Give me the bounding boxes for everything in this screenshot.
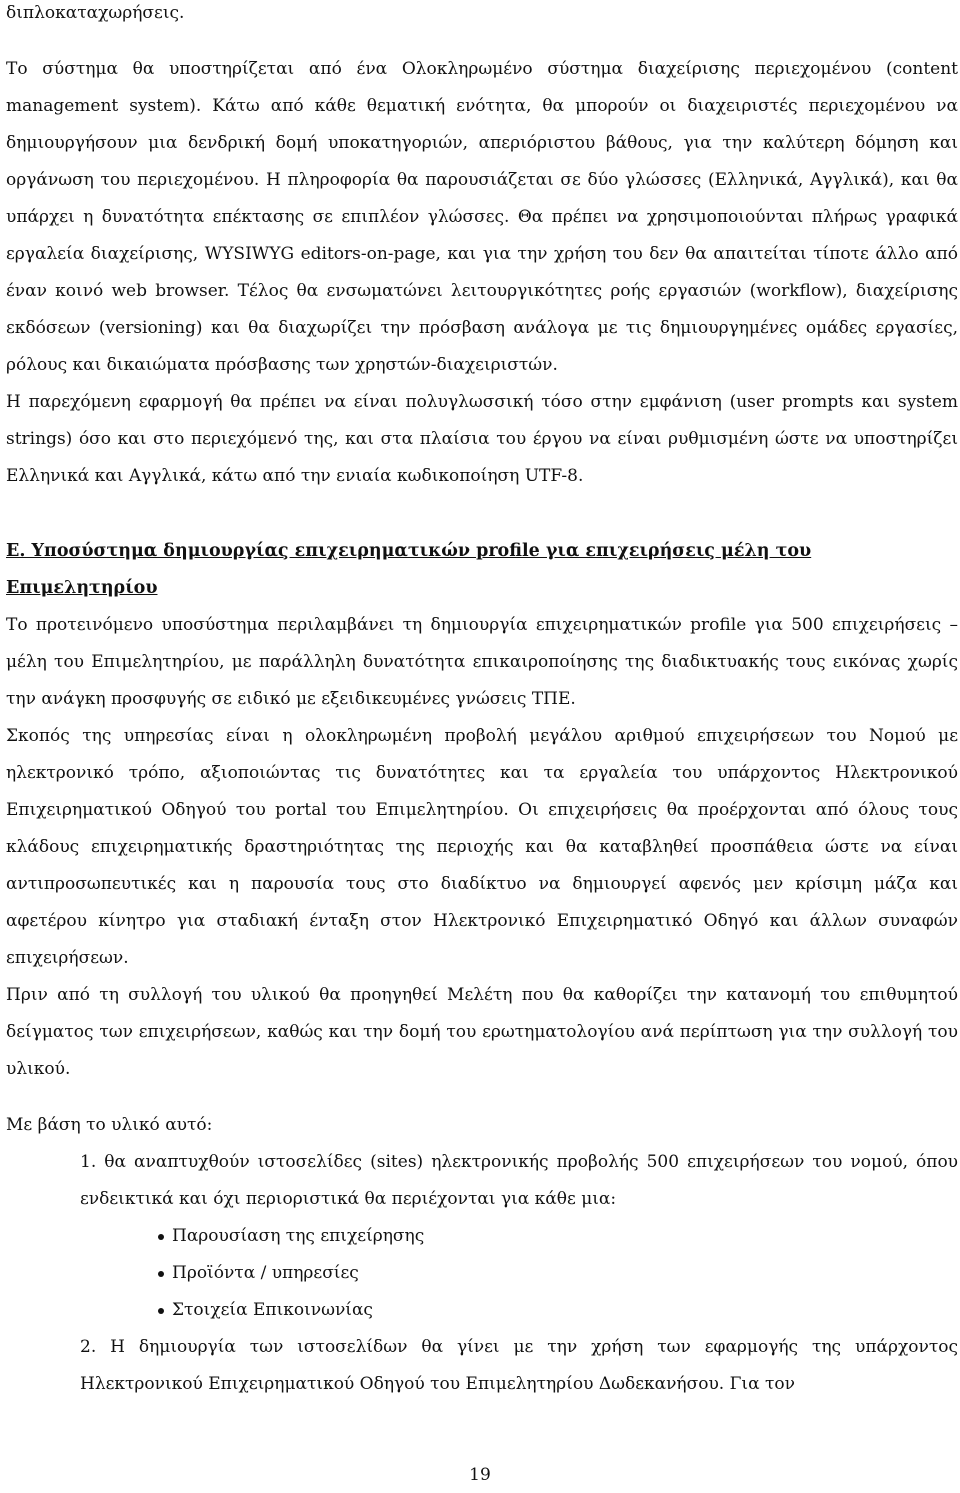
spacer <box>6 32 958 51</box>
list-item <box>6 1329 958 1403</box>
list-number: 2. <box>80 1337 97 1357</box>
top-fragment: διπλοκαταχωρήσεις. <box>6 3 185 23</box>
paragraph-purpose: Σκοπός της υπηρεσίας είναι η ολοκληρωμένη προβολή μεγάλου αριθμού επιχειρήσεων του Νομού με ηλεκτρονικό τρόπο, αξιοποιώντας τις δυνατότητες και τα εργαλεία του υπάρχοντος Ηλεκτρονικού Επιχειρηματικού Οδηγού του portal του Επιμελητηρίου. Οι επιχειρήσεις θα προέρχονται από όλους τους κλάδους επιχειρηματικής δραστηριότητας της περιοχής και θα καταβληθεί προσπάθεια ώστε να είναι αντιπροσωπευτικές και η παρουσία τους στο διαδίκτυο να δημιουργεί αφενός μεν κρίσιμη μάζα και αφετέρου κίνητρο για σταδιακή ένταξη στον Ηλεκτρονικό Επιχειρηματικό Οδηγό και άλλων συναφών επιχειρήσεων. <box>6 726 958 968</box>
spacer <box>6 1088 958 1107</box>
spacer <box>6 495 958 533</box>
list-text: θα αναπτυχθούν ιστοσελίδες (sites) ηλεκτρονικής προβολής 500 επιχειρήσεων του νομού, όπου ενδεικτικά και όχι περιοριστικά θα περιέχονται για κάθε μια: <box>80 1152 959 1209</box>
paragraph-subsystem: Το προτεινόμενο υποσύστημα περιλαμβάνει τη δημιουργία επιχειρηματικών profile για 500 επιχειρήσεις – μέλη του Επιμελητηρίου, με παράλληλη δυνατότητα επικαιροποίησης της διαδικτυακής τους εικόνας χωρίς την ανάγκη προσφυγής σε ειδικό με εξειδικευμένες γνώσεις ΤΠΕ. <box>6 615 958 709</box>
section-heading: Ε. Υποσύστημα δημιουργίας επιχειρηματικών profile για επιχειρήσεις μέλη του Επιμελητηρίου <box>6 541 812 598</box>
bullet-item: Προϊόντα / υπηρεσίες <box>158 1255 958 1292</box>
paragraph-basis: Με βάση το υλικό αυτό: <box>6 1115 213 1135</box>
bullet-item: Παρουσίαση της επιχείρησης <box>158 1218 958 1255</box>
page-number: 19 <box>469 1465 491 1485</box>
paragraph-study: Πριν από τη συλλογή του υλικού θα προηγηθεί Μελέτη που θα καθορίζει την κατανομή του επιθυμητού δείγματος των επιχειρήσεων, καθώς και την δομή του ερωτηματολογίου ανά περίπτωση για την συλλογή του υλικού. <box>6 985 958 1079</box>
list-item <box>6 1144 958 1218</box>
paragraph-multilingual: Η παρεχόμενη εφαρμογή θα πρέπει να είναι πολυγλωσσική τόσο στην εμφάνιση (user prompts και system strings) όσο και στο περιεχόμενό της, και στα πλαίσια του έργου να είναι ρυθμισμένη ώστε να υποστηρίζει Ελληνικά και Αγγλικά, κάτω από την ενιαία κωδικοποίηση UTF-8. <box>6 392 958 486</box>
numbered-list <box>6 1144 958 1403</box>
list-number: 1. <box>80 1152 97 1172</box>
list-text: Η δημιουργία των ιστοσελίδων θα γίνει με την χρήση των εφαρμογής της υπάρχοντος Ηλεκτρονικού Επιχειρηματικού Οδηγού του Επιμελητηρίου Δωδεκανήσου. Για τον <box>80 1337 958 1394</box>
bullet-item: Στοιχεία Επικοινωνίας <box>158 1292 958 1329</box>
document-page <box>6 0 958 1403</box>
bullet-list <box>6 1218 958 1329</box>
paragraph-cms: Το σύστημα θα υποστηρίζεται από ένα Ολοκληρωμένο σύστημα διαχείρισης περιεχομένου (content management system). Κάτω από κάθε θεματική ενότητα, θα μπορούν οι διαχειριστές περιεχομένου να δημιουργήσουν μια δενδρική δομή υποκατηγοριών, απεριόριστου βάθους, για την καλύτερη δόμηση και οργάνωση του περιεχομένου. Η πληροφορία θα παρουσιάζεται σε δύο γλώσσες (Ελληνικά, Αγγλικά), και θα υπάρχει η δυνατότητα επέκτασης σε επιπλέον γλώσσες. Θα πρέπει να χρησιμοποιούνται πλήρως γραφικά εργαλεία διαχείρισης, WYSIWYG editors-on-page, και για την χρήση του δεν θα απαιτείται τίποτε άλλο από έναν κοινό web browser. Τέλος θα ενσωματώνει λειτουργικότητες ροής εργασιών (workflow), διαχείρισης εκδόσεων (versioning) και θα διαχωρίζει την πρόσβαση ανάλογα με τις δημιουργημένες ομάδες εργασίες, ρόλους και δικαιώματα πρόσβασης των χρηστών-διαχειριστών. <box>6 59 958 375</box>
